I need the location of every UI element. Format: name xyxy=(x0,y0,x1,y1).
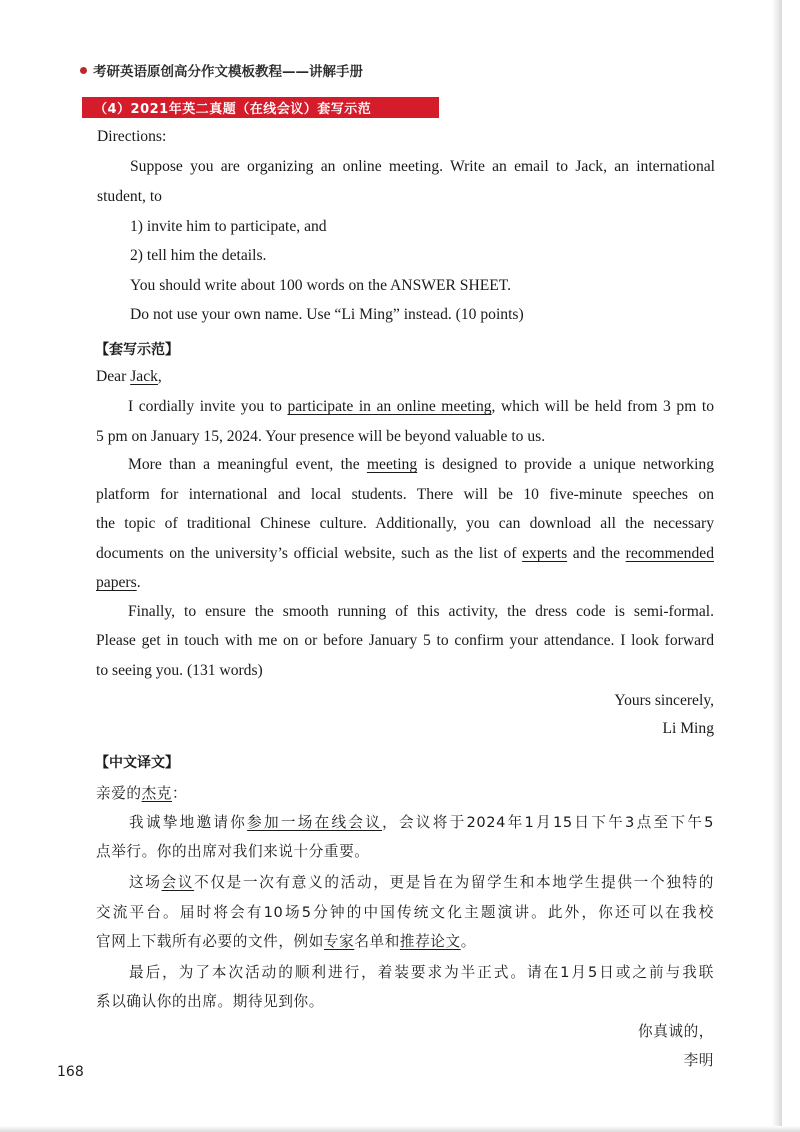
translation-p2-line-1: 这场会议不仅是一次有意义的活动，更是旨在为留学生和本地学生提供一个独特的 xyxy=(129,874,714,891)
translation-label: 【中文译文】 xyxy=(95,755,179,771)
sample-signature: Li Ming xyxy=(662,720,714,737)
page-number: 168 xyxy=(57,1064,84,1080)
directions-item-1: 1) invite him to participate, and xyxy=(130,218,327,235)
sample-p3-line-2: Please get in touch with me on or before January 5 to confirm your attendance. I look forward xyxy=(96,632,714,649)
translation-p2-line-2: 交流平台。届时将会有10场5分钟的中国传统文化主题演讲。此外，你还可以在我校 xyxy=(96,904,714,921)
directions-name-rule: Do not use your own name. Use “Li Ming” instead. (10 points) xyxy=(130,306,524,323)
sample-p3-line-1: Finally, to ensure the smooth running of this activity, the dress code is semi-formal. xyxy=(128,603,714,620)
translation-signature: 李明 xyxy=(683,1052,714,1069)
sample-p1-line-2: 5 pm on January 15, 2024. Your presence will be beyond valuable to us. xyxy=(96,428,546,445)
underlined-name: Jack xyxy=(130,368,158,385)
sample-p1-line-1: I cordially invite you to participate in an online meeting, which will be held from 3 pm to xyxy=(128,398,715,415)
sample-greeting: Dear Jack, xyxy=(96,368,162,385)
scan-bottom-edge xyxy=(0,1126,800,1132)
directions-line-1: Suppose you are organizing an online meeting. Write an email to Jack, an international xyxy=(130,158,715,175)
translation-p1-line-1: 我诚挚地邀请你参加一场在线会议，会议将于2024年1月15日下午3点至下午5 xyxy=(129,814,714,831)
header-title: 考研英语原创高分作文模板教程——讲解手册 xyxy=(93,64,363,80)
sample-p2-line-5: papers. xyxy=(96,574,141,591)
sample-p2-line-1: More than a meaningful event, the meeting is designed to provide a unique networking xyxy=(128,456,715,473)
directions-label: Directions: xyxy=(97,128,167,145)
sample-closing: Yours sincerely, xyxy=(614,692,714,709)
directions-item-2: 2) tell him the details. xyxy=(130,247,267,264)
running-header xyxy=(80,60,363,80)
sample-p2-line-4: documents on the university’s official website, such as the list of experts and the recommended xyxy=(96,545,714,562)
scan-edge-shadow xyxy=(772,0,782,1132)
sample-label: 【套写示范】 xyxy=(95,342,179,358)
translation-p2-line-3: 官网上下载所有必要的文件，例如专家名单和推荐论文。 xyxy=(96,933,476,950)
translation-p3-line-2: 系以确认你的出席。期待见到你。 xyxy=(96,993,324,1010)
translation-closing: 你真诚的， xyxy=(638,1023,714,1040)
sample-p2-line-2: platform for international and local students. There will be 10 five-minute speeches on xyxy=(96,486,714,503)
sample-p3-line-3: to seeing you. (131 words) xyxy=(96,662,263,679)
translation-greeting: 亲爱的杰克： xyxy=(96,785,188,802)
translation-p1-line-2: 点举行。你的出席对我们来说十分重要。 xyxy=(96,843,370,860)
sample-p2-line-3: the topic of traditional Chinese culture. Additionally, you can download all the necessary xyxy=(96,515,714,532)
translation-p3-line-1: 最后，为了本次活动的顺利进行，着装要求为半正式。请在1月5日或之前与我联 xyxy=(129,964,714,981)
section-title-band xyxy=(82,97,439,118)
directions-line-2: student, to xyxy=(97,188,162,205)
bullet-dot-icon xyxy=(80,67,87,74)
section-title: （4）2021年英二真题（在线会议）套写示范 xyxy=(94,102,372,117)
directions-word-count: You should write about 100 words on the ANSWER SHEET. xyxy=(130,277,512,294)
underlined-name-zh: 杰克 xyxy=(141,785,172,802)
